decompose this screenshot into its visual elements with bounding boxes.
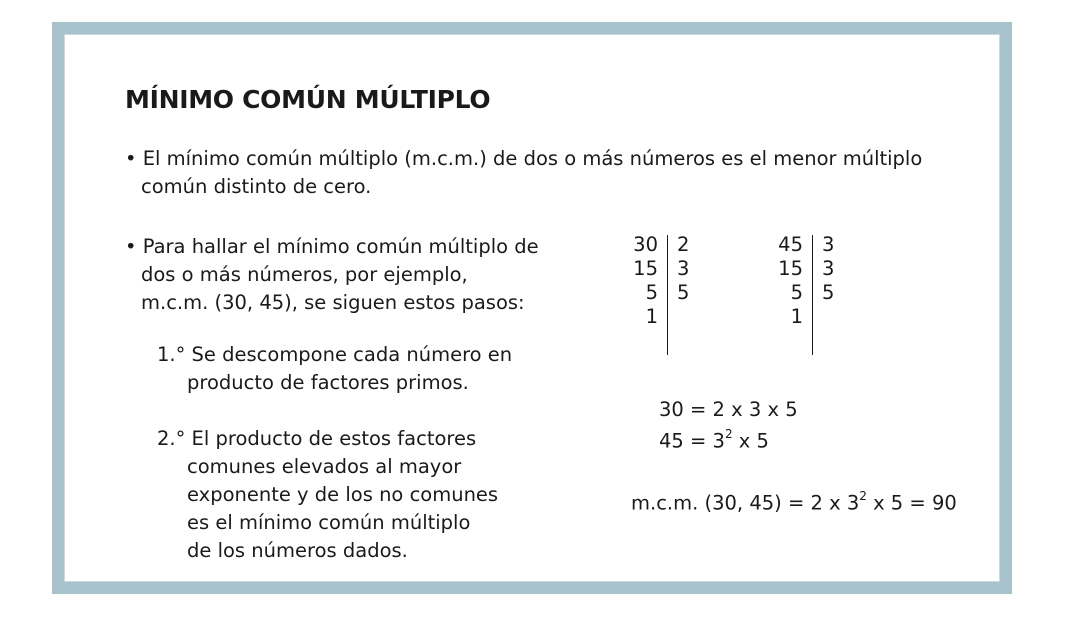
dec30-factor: 5 [677,281,690,304]
dec45-number: 5 [790,281,803,304]
step-2-line-5: de los números dados. [187,539,408,562]
definition-line-1: • El mínimo común múltiplo (m.c.m.) de dos o más números es el menor múltiplo [125,147,923,170]
dec45-factor: 5 [822,281,835,304]
dec45-divider-line [812,235,813,355]
definition-line-2: común distinto de cero. [141,175,372,198]
dec30-number: 15 [633,257,658,280]
dec45-factor: 3 [822,233,835,256]
equation-mcm-result [631,485,957,517]
step-2-line-1: 2.° El producto de estos factores [157,427,477,450]
step-2 [157,425,498,565]
dec30-factor: 2 [677,233,690,256]
step-1-line-2: producto de factores primos. [187,371,469,394]
equation-mcm-left: m.c.m. (30, 45) = 2 x 3 [631,491,860,515]
method-paragraph [125,233,539,317]
equation-45-exponent: 2 [724,427,733,441]
equation-45-base: 45 = 3 [659,429,725,453]
dec45-number: 15 [778,257,803,280]
page-title: MÍNIMO COMÚN MÚLTIPLO [125,85,491,114]
dec30-number: 1 [645,305,658,328]
step-2-line-4: es el mínimo común múltiplo [187,511,471,534]
equation-45-rest: x 5 [732,429,769,453]
step-2-line-2: comunes elevados al mayor [187,455,462,478]
dec30-number: 30 [633,233,658,256]
dec45-factor: 3 [822,257,835,280]
method-line-2: dos o más números, por ejemplo, [141,263,468,286]
equation-mcm-exponent: 2 [859,489,867,503]
dec45-number: 1 [790,305,803,328]
equation-45 [659,423,769,455]
definition-paragraph [125,145,922,201]
method-line-1: • Para hallar el mínimo común múltiplo de [125,235,539,258]
card-content [64,34,1000,582]
dec30-factor: 3 [677,257,690,280]
equation-mcm-right: x 5 = 90 [866,491,957,515]
method-line-3: m.c.m. (30, 45), se siguen estos pasos: [141,291,525,314]
step-2-line-3: exponente y de los no comunes [187,483,499,506]
dec30-divider-line [667,235,668,355]
step-1 [157,341,512,397]
dec30-number: 5 [645,281,658,304]
step-1-line-1: 1.° Se descompone cada número en [157,343,513,366]
equation-30: 30 = 2 x 3 x 5 [659,398,798,421]
dec45-number: 45 [778,233,803,256]
card-frame [52,22,1012,594]
